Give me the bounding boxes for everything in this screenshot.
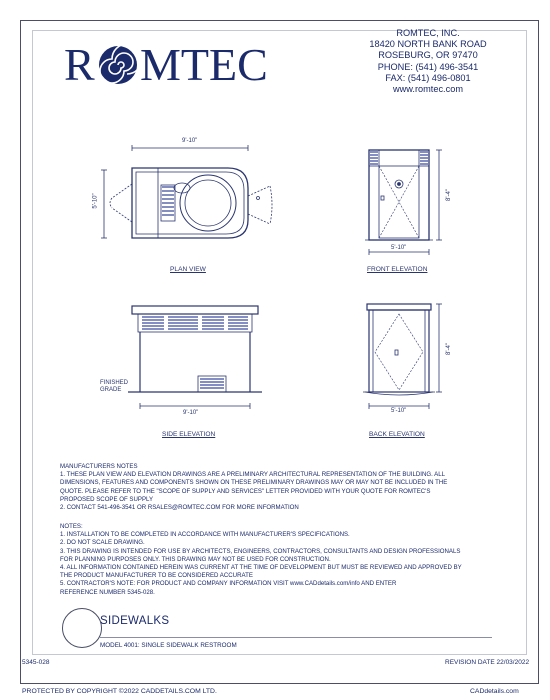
caddetails-link[interactable]: CADdetails.com: [470, 688, 519, 695]
manufacturer-note-line: QUOTE. PLEASE REFER TO THE "SCOPE OF SUPPLY AND SERVICES" LETTER PROVIDED WITH YOUR QUOTE FOR ROMTEC'S: [60, 487, 431, 495]
manufacturer-note-line: PROPOSED SCOPE OF SUPPLY: [60, 495, 154, 503]
plan-view-drawing: [98, 140, 276, 250]
plan-width-dim: 9'-10": [182, 138, 198, 144]
company-address: 18420 NORTH BANK ROAD: [369, 39, 487, 50]
manufacturer-note-line: 2. CONTACT 541-496-3541 OR RSALES@ROMTEC.COM FOR MORE INFORMATION: [60, 504, 299, 512]
company-phone: PHONE: (541) 496-3541: [377, 61, 479, 72]
note-line: THE PRODUCT MANUFACTURER TO BE CONSIDERED ACCURATE: [60, 572, 253, 580]
company-city: ROSEBURG, OR 97470: [378, 50, 478, 61]
front-width-dim: 5'-10": [391, 245, 407, 251]
manufacturer-notes: [60, 463, 490, 512]
side-width-dim: 9'-10": [183, 410, 199, 416]
drawing-subtitle: MODEL 4001: SINGLE SIDEWALK RESTROOM: [100, 642, 237, 649]
note-line: 4. ALL INFORMATION CONTAINED HEREIN WAS CURRENT AT THE TIME OF DEVELOPMENT BUT MUST BE REVIEWED AND APPROVED BY: [60, 564, 462, 572]
front-elevation-drawing: [355, 140, 445, 262]
manufacturer-notes-heading: MANUFACTURERS NOTES: [60, 463, 138, 470]
note-line: 1. INSTALLATION TO BE COMPLETED IN ACCORDANCE WITH MANUFACTURER'S SPECIFICATIONS.: [60, 531, 350, 539]
back-height-dim: 8'-4": [445, 343, 452, 355]
revision-date: REVISION DATE 22/03/2022: [445, 659, 530, 666]
note-line: 3. THIS DRAWING IS INTENDED FOR USE BY ARCHITECTS, ENGINEERS, CONTRACTORS, CONSULTANTS AND DESIGN PROFESSIONALS: [60, 547, 461, 555]
note-line: FOR PLANNING PURPOSES ONLY. THIS DRAWING MAY NOT BE USED FOR CONSTRUCTION.: [60, 555, 331, 563]
logo-letter-r: R: [64, 39, 95, 88]
note-line: 5. CONTRACTOR'S NOTE: FOR PRODUCT AND COMPANY INFORMATION VISIT www.CADdetails.com/info AND ENTER: [60, 580, 397, 588]
note-line: REFERENCE NUMBER 5345-028.: [60, 588, 155, 596]
romtec-logo: [64, 38, 286, 88]
logo-swirl-icon: [99, 44, 142, 84]
side-elevation-label: SIDE ELEVATION: [162, 431, 216, 438]
general-notes: [60, 523, 490, 597]
manufacturer-note-line: 1. THESE PLAN VIEW AND ELEVATION DRAWINGS ARE A PRELIMINARY ARCHITECTURAL REPRESENTATION OF THE BUILDING. ALL: [60, 471, 446, 479]
front-elevation-label: FRONT ELEVATION: [367, 266, 428, 273]
manufacturer-note-line: DIMENSIONS, FEATURES AND COMPONENTS SHOWN ON THESE PRELIMINARY DRAWINGS MAY OR MAY NOT BE INCLUDED IN THE: [60, 479, 448, 487]
back-elevation-label: BACK ELEVATION: [369, 431, 425, 438]
drawing-title: SIDEWALKS: [100, 615, 170, 627]
sheet-reference: 5345-028: [22, 659, 50, 666]
logo-letters-mtec: MTEC: [140, 39, 268, 88]
plan-view-label: PLAN VIEW: [170, 266, 206, 273]
note-line: 2. DO NOT SCALE DRAWING.: [60, 539, 145, 547]
copyright-notice: PROTECTED BY COPYRIGHT ©2022 CADDETAILS.COM LTD.: [22, 688, 217, 695]
back-elevation-drawing: [355, 300, 445, 422]
notes-heading: NOTES:: [60, 523, 83, 530]
back-width-dim: 5'-10": [391, 408, 407, 414]
company-name: ROMTEC, INC.: [396, 28, 460, 38]
company-fax: FAX: (541) 496-0801: [385, 72, 471, 83]
plan-depth-dim: 5'-10": [92, 193, 99, 209]
company-info: [350, 28, 506, 95]
title-block-circle: [62, 608, 102, 648]
finished-grade-label: FINISHED GRADE: [100, 380, 129, 393]
side-elevation-drawing: [128, 300, 268, 420]
company-web: www.romtec.com: [393, 84, 463, 95]
front-height-dim: 8'-4": [445, 189, 452, 201]
title-rule: [100, 637, 492, 638]
